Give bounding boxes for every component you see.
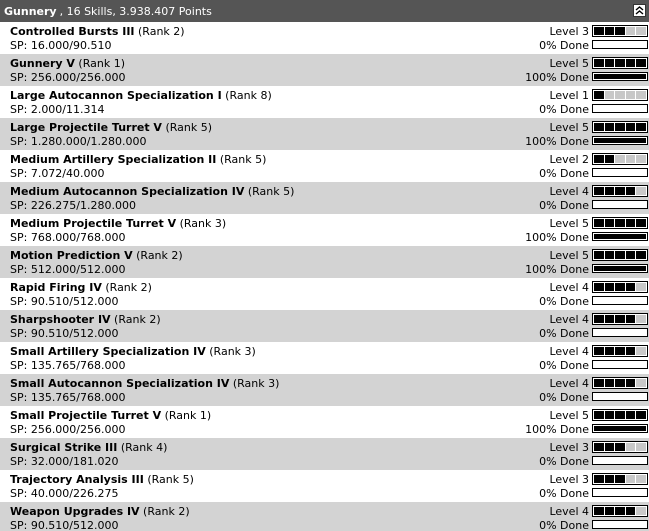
level-indicator [592, 57, 648, 69]
level-box [615, 347, 625, 355]
skill-title [10, 185, 294, 198]
skill-name: Sharpshooter IV [10, 313, 111, 326]
skill-rank: (Rank 2) [101, 281, 152, 294]
skill-row[interactable] [0, 342, 649, 374]
level-box [615, 443, 625, 451]
level-box [615, 187, 625, 195]
level-box [605, 379, 615, 387]
skill-name: Motion Prediction V [10, 249, 133, 262]
level-indicator [592, 89, 648, 101]
level-label: Level 2 [549, 153, 589, 166]
skill-name: Small Projectile Turret V [10, 409, 162, 422]
skill-rank: (Rank 3) [176, 217, 227, 230]
level-box [605, 251, 615, 259]
level-box [626, 27, 636, 35]
skill-title [10, 249, 183, 262]
skill-rank: (Rank 2) [139, 505, 190, 518]
skill-rank: (Rank 5) [244, 185, 295, 198]
skill-row[interactable] [0, 310, 649, 342]
level-label: Level 4 [549, 185, 589, 198]
level-box [636, 315, 646, 323]
level-box [615, 123, 625, 131]
skill-row[interactable] [0, 502, 649, 531]
skill-title [10, 217, 226, 230]
skill-row[interactable] [0, 182, 649, 214]
level-box [605, 475, 615, 483]
level-box [605, 187, 615, 195]
skill-row[interactable] [0, 214, 649, 246]
skill-title [10, 57, 125, 70]
level-box [626, 59, 636, 67]
level-box [594, 379, 604, 387]
level-indicator [592, 313, 648, 325]
level-box [636, 283, 646, 291]
level-label: Level 3 [549, 25, 589, 38]
progress-fill [594, 74, 646, 79]
progress-fill [594, 266, 646, 271]
level-indicator [592, 473, 648, 485]
level-box [626, 155, 636, 163]
level-box [626, 315, 636, 323]
progress-fill [594, 234, 646, 239]
skill-title [10, 313, 161, 326]
level-label: Level 4 [549, 505, 589, 518]
level-label: Level 5 [549, 121, 589, 134]
level-box [626, 347, 636, 355]
level-box [626, 411, 636, 419]
level-box [626, 443, 636, 451]
level-box [615, 59, 625, 67]
level-indicator [592, 185, 648, 197]
level-box [594, 91, 604, 99]
collapse-button[interactable] [633, 4, 646, 17]
skill-rank: (Rank 5) [216, 153, 267, 166]
level-box [626, 91, 636, 99]
skill-name: Gunnery V [10, 57, 75, 70]
skill-name: Small Autocannon Specialization IV [10, 377, 230, 390]
level-box [605, 411, 615, 419]
skill-rank: (Rank 3) [205, 345, 256, 358]
skill-title [10, 121, 212, 134]
skill-rank: (Rank 4) [117, 441, 168, 454]
skill-title [10, 473, 194, 486]
skill-title [10, 409, 211, 422]
level-box [594, 219, 604, 227]
done-label: 0% Done [539, 519, 589, 531]
level-box [626, 283, 636, 291]
level-box [594, 59, 604, 67]
progress-bar [592, 488, 648, 497]
level-box [636, 219, 646, 227]
level-box [615, 411, 625, 419]
progress-fill [594, 426, 646, 431]
level-box [594, 315, 604, 323]
done-label: 100% Done [525, 263, 589, 276]
level-box [605, 219, 615, 227]
skill-rank: (Rank 3) [229, 377, 280, 390]
level-indicator [592, 249, 648, 261]
progress-fill [594, 138, 646, 143]
progress-bar [592, 40, 648, 49]
skill-title [10, 441, 167, 454]
skill-points: SP: 256.000/256.000 [10, 71, 126, 84]
progress-bar [592, 168, 648, 177]
level-label: Level 4 [549, 345, 589, 358]
level-box [626, 475, 636, 483]
level-box [636, 411, 646, 419]
skill-points: SP: 226.275/1.280.000 [10, 199, 136, 212]
level-box [605, 443, 615, 451]
done-label: 0% Done [539, 391, 589, 404]
progress-bar [592, 200, 648, 209]
skill-name: Medium Autocannon Specialization IV [10, 185, 245, 198]
skill-rank: (Rank 2) [134, 25, 185, 38]
level-box [605, 507, 615, 515]
skill-points: SP: 2.000/11.314 [10, 103, 105, 116]
level-box [594, 507, 604, 515]
skill-row[interactable] [0, 86, 649, 118]
done-label: 100% Done [525, 71, 589, 84]
level-indicator [592, 217, 648, 229]
level-box [636, 59, 646, 67]
skill-points: SP: 7.072/40.000 [10, 167, 105, 180]
level-label: Level 5 [549, 217, 589, 230]
skill-points: SP: 135.765/768.000 [10, 391, 126, 404]
level-label: Level 4 [549, 313, 589, 326]
level-box [605, 27, 615, 35]
progress-bar [592, 72, 648, 81]
level-box [615, 507, 625, 515]
skill-rank: (Rank 2) [110, 313, 161, 326]
level-box [615, 219, 625, 227]
level-box [636, 379, 646, 387]
done-label: 0% Done [539, 487, 589, 500]
skill-title [10, 377, 279, 390]
level-box [626, 507, 636, 515]
level-box [636, 123, 646, 131]
level-box [594, 187, 604, 195]
level-indicator [592, 409, 648, 421]
skill-points: SP: 32.000/181.020 [10, 455, 119, 468]
progress-bar [592, 136, 648, 145]
skill-points: SP: 90.510/512.000 [10, 519, 119, 531]
skill-points: SP: 90.510/512.000 [10, 327, 119, 340]
level-box [636, 251, 646, 259]
skill-title [10, 345, 256, 358]
skill-name: Medium Projectile Turret V [10, 217, 177, 230]
level-indicator [592, 345, 648, 357]
level-box [594, 347, 604, 355]
level-box [626, 379, 636, 387]
level-box [594, 155, 604, 163]
skill-row[interactable] [0, 438, 649, 470]
level-box [636, 155, 646, 163]
level-box [605, 91, 615, 99]
skill-name: Rapid Firing IV [10, 281, 102, 294]
level-indicator [592, 121, 648, 133]
level-box [626, 251, 636, 259]
skill-title [10, 505, 190, 518]
level-indicator [592, 377, 648, 389]
level-label: Level 3 [549, 473, 589, 486]
skill-row[interactable] [0, 246, 649, 278]
level-label: Level 3 [549, 441, 589, 454]
skill-row[interactable] [0, 406, 649, 438]
skill-row[interactable] [0, 22, 649, 54]
level-label: Level 5 [549, 249, 589, 262]
level-box [615, 27, 625, 35]
level-box [636, 507, 646, 515]
level-box [605, 155, 615, 163]
done-label: 100% Done [525, 135, 589, 148]
skill-name: Trajectory Analysis III [10, 473, 144, 486]
level-indicator [592, 25, 648, 37]
level-box [636, 443, 646, 451]
skill-points: SP: 40.000/226.275 [10, 487, 119, 500]
level-box [594, 27, 604, 35]
level-box [636, 187, 646, 195]
level-box [605, 315, 615, 323]
level-box [626, 219, 636, 227]
level-box [594, 283, 604, 291]
done-label: 0% Done [539, 167, 589, 180]
level-box [615, 315, 625, 323]
skill-title [10, 89, 272, 102]
level-label: Level 5 [549, 57, 589, 70]
skill-row[interactable] [0, 278, 649, 310]
done-label: 0% Done [539, 199, 589, 212]
level-box [594, 123, 604, 131]
progress-bar [592, 520, 648, 529]
level-indicator [592, 441, 648, 453]
skill-points: SP: 135.765/768.000 [10, 359, 126, 372]
level-label: Level 5 [549, 409, 589, 422]
progress-bar [592, 456, 648, 465]
done-label: 0% Done [539, 455, 589, 468]
skill-points: SP: 90.510/512.000 [10, 295, 119, 308]
level-indicator [592, 505, 648, 517]
level-box [615, 379, 625, 387]
progress-bar [592, 328, 648, 337]
skill-name: Medium Artillery Specialization II [10, 153, 217, 166]
skill-points: SP: 1.280.000/1.280.000 [10, 135, 147, 148]
level-box [636, 475, 646, 483]
skill-points: SP: 768.000/768.000 [10, 231, 126, 244]
skill-group-header[interactable] [0, 0, 649, 22]
skill-rank: (Rank 5) [161, 121, 213, 134]
level-label: Level 4 [549, 281, 589, 294]
level-label: Level 1 [549, 89, 589, 102]
level-box [615, 251, 625, 259]
level-box [594, 443, 604, 451]
skill-name: Large Autocannon Specialization I [10, 89, 222, 102]
skill-name: Large Projectile Turret V [10, 121, 162, 134]
skill-points: SP: 16.000/90.510 [10, 39, 112, 52]
progress-bar [592, 392, 648, 401]
done-label: 100% Done [525, 231, 589, 244]
skill-row[interactable] [0, 374, 649, 406]
skill-row[interactable] [0, 118, 649, 150]
skill-points: SP: 512.000/512.000 [10, 263, 126, 276]
level-box [615, 475, 625, 483]
level-box [636, 91, 646, 99]
skill-name: Controlled Bursts III [10, 25, 135, 38]
done-label: 0% Done [539, 103, 589, 116]
level-box [605, 283, 615, 291]
skill-rank: (Rank 1) [161, 409, 212, 422]
skill-rank: (Rank 5) [143, 473, 194, 486]
skill-title [10, 153, 266, 166]
level-box [636, 27, 646, 35]
done-label: 100% Done [525, 423, 589, 436]
level-box [636, 347, 646, 355]
level-box [626, 123, 636, 131]
skill-row[interactable] [0, 54, 649, 86]
progress-bar [592, 360, 648, 369]
skill-title [10, 281, 152, 294]
skill-rank: (Rank 8) [221, 89, 272, 102]
chevron-up-icon [634, 5, 645, 16]
skill-name: Small Artillery Specialization IV [10, 345, 206, 358]
progress-bar [592, 232, 648, 241]
skill-rank: (Rank 1) [74, 57, 125, 70]
group-title: Gunnery [4, 4, 57, 18]
skill-name: Surgical Strike III [10, 441, 118, 454]
level-box [605, 123, 615, 131]
progress-bar [592, 264, 648, 273]
level-indicator [592, 281, 648, 293]
done-label: 0% Done [539, 359, 589, 372]
skill-row[interactable] [0, 470, 649, 502]
skill-row[interactable] [0, 150, 649, 182]
group-summary: , 16 Skills, 3.938.407 Points [59, 4, 212, 18]
skill-title [10, 25, 185, 38]
level-box [594, 411, 604, 419]
skill-rank: (Rank 2) [132, 249, 183, 262]
level-label: Level 4 [549, 377, 589, 390]
progress-bar [592, 424, 648, 433]
level-box [615, 155, 625, 163]
progress-bar [592, 104, 648, 113]
progress-bar [592, 296, 648, 305]
done-label: 0% Done [539, 39, 589, 52]
level-box [605, 59, 615, 67]
done-label: 0% Done [539, 295, 589, 308]
level-indicator [592, 153, 648, 165]
level-box [594, 251, 604, 259]
done-label: 0% Done [539, 327, 589, 340]
skill-name: Weapon Upgrades IV [10, 505, 140, 518]
level-box [615, 283, 625, 291]
level-box [605, 347, 615, 355]
skill-points: SP: 256.000/256.000 [10, 423, 126, 436]
level-box [626, 187, 636, 195]
level-box [615, 91, 625, 99]
skill-list [0, 22, 649, 531]
level-box [594, 475, 604, 483]
